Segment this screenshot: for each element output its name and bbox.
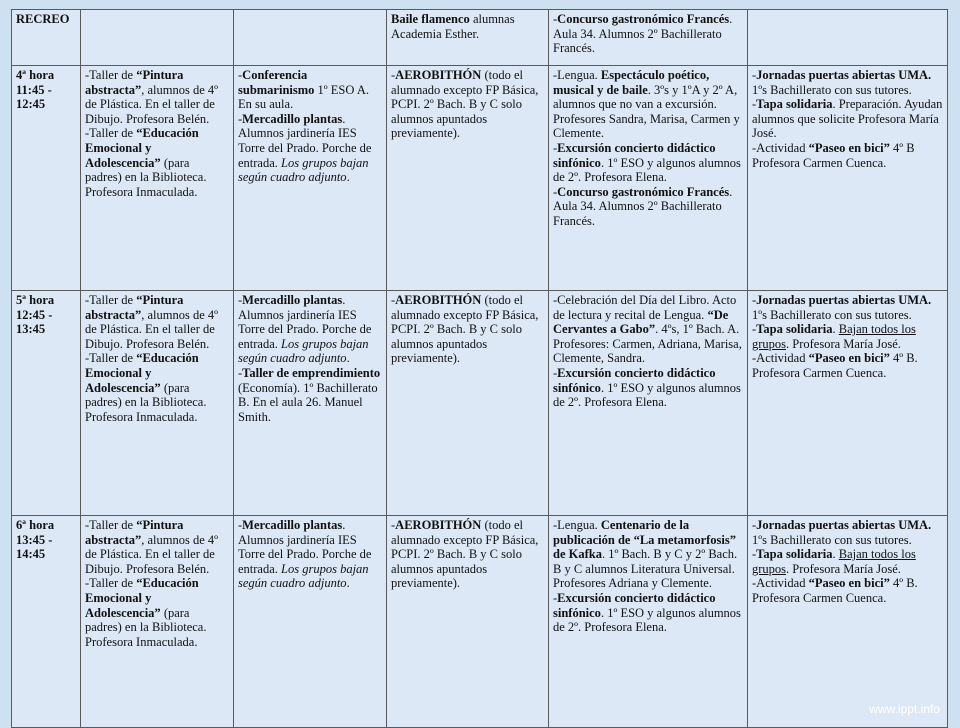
entry-text: 4º B. Profesora Carmen Cuenca. — [752, 576, 918, 605]
entry-text: . 1º ESO y algunos alumnos de 2º. Profesora Elena. — [553, 605, 741, 635]
entry-text: -Celebración del Día del Libro. Acto de lectura y recital de Lengua. — [553, 293, 737, 322]
schedule-row — [12, 516, 948, 728]
entry-text: . — [832, 322, 839, 337]
entry-text: -Actividad — [752, 576, 809, 591]
entry-text: . 1º ESO y algunos alumnos de 2º. Profesora Elena. — [553, 155, 741, 185]
entry-text: - — [391, 518, 396, 532]
entry-text: Tapa solidaria — [756, 322, 833, 337]
entry-text: -Taller de — [85, 518, 137, 532]
entry-text: alumnas Academia Esther. — [391, 12, 515, 41]
entry-text: - — [391, 293, 396, 307]
entry-text: Tapa solidaria — [756, 97, 833, 112]
entry-text: - — [752, 293, 757, 307]
entry-text: “Paseo en bici” — [808, 576, 890, 591]
entry-text: - — [752, 518, 757, 532]
entry-text: . — [346, 351, 350, 366]
activity-entry — [238, 518, 382, 591]
entry-text: Jornadas puertas abiertas UMA. — [756, 293, 932, 307]
entry-text: AEROBITHÓN — [395, 518, 482, 532]
activity-entry — [752, 576, 943, 605]
entry-text: (para padres) en la Biblioteca. Profesora Inmaculada. — [85, 380, 207, 424]
entry-text: . 1º ESO y algunos alumnos de 2º. Profesora Elena. — [553, 380, 741, 410]
entry-text: -Taller de — [85, 351, 137, 366]
entry-text: - — [752, 322, 757, 337]
activity-cell — [234, 516, 387, 728]
entry-text: (todo el alumnado excepto FP Básica, PCPI. 2º Bach. B y C solo alumnos apuntados previamente). — [391, 293, 539, 366]
entry-text: 4º B. Profesora Carmen Cuenca. — [752, 351, 918, 380]
activity-entry — [238, 112, 382, 185]
time-slot-cell: 5ª hora 12:45 - 13:45 — [12, 291, 81, 516]
entry-text: “De Cervantes a Gabo” — [553, 307, 729, 337]
schedule-table — [11, 9, 948, 728]
entry-text: Conferencia submarinismo — [238, 68, 315, 97]
entry-text: AEROBITHÓN — [395, 293, 482, 307]
entry-text: AEROBITHÓN — [395, 68, 482, 82]
activity-cell — [387, 66, 549, 291]
entry-text: - — [553, 590, 558, 605]
entry-text: . Alumnos jardinería IES Torre del Prado. Porche de entrada. — [238, 293, 372, 351]
entry-text: - — [553, 12, 558, 26]
activity-entry — [85, 518, 229, 576]
entry-text: Bajan todos los grupos — [752, 322, 916, 351]
entry-text: “Pintura abstracta” — [85, 68, 184, 97]
activity-entry — [85, 576, 229, 649]
entry-text: Concurso gastronómico Francés — [557, 184, 730, 199]
activity-cell — [234, 66, 387, 291]
entry-text: Bajan todos los grupos — [752, 547, 916, 576]
entry-text: . — [832, 547, 839, 562]
activity-cell — [748, 291, 948, 516]
watermark: www.ippt.info — [869, 702, 940, 716]
entry-text: . Alumnos jardinería IES Torre del Prado. Porche de entrada. — [238, 518, 372, 576]
entry-text: Espectáculo poético, musical y de baile — [553, 68, 710, 97]
entry-text: (Economía). 1º Bachillerato B. En el aula 26. Manuel Smith. — [238, 380, 378, 424]
activity-cell — [81, 66, 234, 291]
entry-text: -Taller de — [85, 293, 137, 307]
activity-cell — [387, 10, 549, 66]
activity-entry — [752, 351, 943, 380]
entry-text: , alumnos de 4º de Plástica. En el taller de Dibujo. Profesora Belén. — [85, 307, 219, 351]
activity-entry — [553, 366, 743, 410]
entry-text: Centenario de la publicación de “La metamorfosis” de Kafka — [553, 518, 736, 562]
activity-entry — [238, 68, 382, 112]
activity-entry — [752, 547, 943, 576]
entry-text: . Alumnos jardinería IES Torre del Prado. Porche de entrada. — [238, 111, 372, 170]
activity-entry — [85, 351, 229, 424]
activity-entry — [553, 591, 743, 635]
activity-entry — [752, 518, 943, 547]
entry-text: Los grupos bajan según cuadro adjunto — [238, 561, 369, 591]
entry-text: “Educación Emocional y Adolescencia” — [85, 576, 199, 620]
activity-cell — [549, 10, 748, 66]
entry-text: Tapa solidaria — [756, 547, 833, 562]
entry-text: Mercadillo plantas — [242, 293, 343, 307]
entry-text: , alumnos de 4º de Plástica. En el taller de Dibujo. Profesora Belén. — [85, 532, 219, 576]
entry-text: Los grupos bajan según cuadro adjunto — [238, 155, 369, 185]
schedule-row — [12, 66, 948, 291]
activity-entry — [391, 12, 544, 41]
entry-text: Concurso gastronómico Francés — [557, 12, 730, 26]
entry-text: -Lengua. — [553, 68, 601, 82]
entry-text: Mercadillo plantas — [242, 111, 343, 126]
entry-text: 1ºs Bachillerato con sus tutores. — [752, 82, 912, 97]
entry-text: . 1º Bach. B y C y 2º Bach. B y C alumnos Literatura Universal. Profesores Adriana y Clemente. — [553, 547, 738, 591]
entry-text: 1ºs Bachillerato con sus tutores. — [752, 307, 912, 322]
entry-text: “Educación Emocional y Adolescencia” — [85, 351, 199, 395]
entry-text: Mercadillo plantas — [242, 518, 343, 532]
entry-text: (para padres) en la Biblioteca. Profesora Inmaculada. — [85, 605, 207, 649]
entry-text: Excursión concierto didáctico sinfónico — [553, 365, 716, 395]
entry-text: Excursión concierto didáctico sinfónico — [553, 140, 716, 170]
entry-text: Los grupos bajan según cuadro adjunto — [238, 336, 369, 366]
activity-cell — [387, 516, 549, 728]
entry-text: -Actividad — [752, 140, 809, 155]
activity-entry — [553, 185, 743, 229]
entry-text: . — [346, 170, 350, 185]
activity-cell — [234, 10, 387, 66]
activity-cell — [234, 291, 387, 516]
activity-cell — [748, 10, 948, 66]
entry-text: -Taller de — [85, 126, 137, 141]
time-slot-cell: 4ª hora 11:45 - 12:45 — [12, 66, 81, 291]
time-slot-cell: RECREO — [12, 10, 81, 66]
activity-cell — [549, 66, 748, 291]
activity-cell — [549, 291, 748, 516]
schedule-row — [12, 10, 948, 66]
activity-entry — [391, 293, 544, 366]
activity-entry — [752, 68, 943, 97]
activity-entry — [238, 366, 382, 424]
entry-text: - — [391, 68, 396, 82]
entry-text: “Pintura abstracta” — [85, 293, 184, 322]
entry-text: - — [238, 518, 243, 532]
activity-entry — [85, 68, 229, 126]
activity-entry — [553, 518, 743, 591]
activity-entry — [752, 322, 943, 351]
entry-text: . 3ºs y 1ºA y 2º A, alumnos que no van a excursión. Profesores Sandra, Marisa, Carmen y Clemente. — [553, 82, 740, 141]
entry-text: Taller de emprendimiento — [242, 365, 381, 380]
entry-text: (para padres) en la Biblioteca. Profesora Inmaculada. — [85, 155, 207, 199]
entry-text: - — [553, 184, 558, 199]
entry-text: - — [238, 365, 243, 380]
entry-text: -Taller de — [85, 576, 137, 591]
activity-cell — [81, 516, 234, 728]
activity-cell — [81, 10, 234, 66]
entry-text: 1º ESO A. En su aula. — [238, 82, 369, 112]
activity-entry — [553, 12, 743, 56]
entry-text: 1ºs Bachillerato con sus tutores. — [752, 532, 912, 547]
entry-text: - — [553, 365, 558, 380]
activity-cell — [748, 66, 948, 291]
entry-text: - — [553, 140, 558, 155]
schedule-body — [12, 10, 948, 728]
entry-text: (todo el alumnado excepto FP Básica, PCPI. 2º Bach. B y C solo alumnos apuntados previamente). — [391, 518, 539, 591]
entry-text: . Profesora María José. — [786, 561, 901, 576]
entry-text: . 4ºs, 1º Bach. A. Profesores: Carmen, Adriana, Marisa, Clemente, Sandra. — [553, 322, 742, 366]
entry-text: -Taller de — [85, 68, 137, 82]
activity-cell — [81, 291, 234, 516]
entry-text: , alumnos de 4º de Plástica. En el taller de Dibujo. Profesora Belén. — [85, 82, 219, 126]
activity-entry — [553, 141, 743, 185]
entry-text: “Pintura abstracta” — [85, 518, 184, 547]
activity-entry — [238, 293, 382, 366]
entry-text: Jornadas puertas abiertas UMA. — [756, 68, 932, 82]
activity-entry — [752, 97, 943, 141]
schedule-row — [12, 291, 948, 516]
entry-text: 4º B Profesora Carmen Cuenca. — [752, 140, 915, 170]
entry-text: -Actividad — [752, 351, 809, 366]
activity-entry — [85, 293, 229, 351]
entry-text: . Profesora María José. — [786, 336, 901, 351]
entry-text: Jornadas puertas abiertas UMA. — [756, 518, 932, 532]
entry-text: “Paseo en bici” — [808, 140, 890, 155]
entry-text: . Aula 34. Alumnos 2º Bachillerato Francés. — [553, 12, 733, 56]
entry-text: (todo el alumnado excepto FP Básica, PCPI. 2º Bach. B y C solo alumnos apuntados previamente). — [391, 68, 539, 141]
entry-text: Baile flamenco — [391, 12, 470, 26]
activity-cell — [748, 516, 948, 728]
activity-entry — [391, 68, 544, 141]
entry-text: - — [238, 293, 243, 307]
entry-text: - — [238, 68, 243, 82]
entry-text: - — [752, 547, 757, 562]
activity-cell — [549, 516, 748, 728]
activity-cell — [387, 291, 549, 516]
entry-text: Excursión concierto didáctico sinfónico — [553, 590, 716, 620]
entry-text: “Paseo en bici” — [808, 351, 890, 366]
activity-entry — [85, 126, 229, 199]
entry-text: - — [752, 68, 757, 82]
activity-entry — [553, 68, 743, 141]
entry-text: . — [346, 576, 350, 591]
entry-text: - — [238, 111, 243, 126]
time-slot-cell: 6ª hora 13:45 - 14:45 — [12, 516, 81, 728]
entry-text: - — [752, 97, 757, 112]
entry-text: . Aula 34. Alumnos 2º Bachillerato Francés. — [553, 184, 733, 228]
activity-entry — [391, 518, 544, 591]
activity-entry — [752, 141, 943, 170]
entry-text: . Preparación. Ayudan alumnos que solicite Profesora María José. — [752, 97, 943, 141]
activity-entry — [752, 293, 943, 322]
entry-text: “Educación Emocional y Adolescencia” — [85, 126, 199, 170]
entry-text: -Lengua. — [553, 518, 601, 532]
activity-entry — [553, 293, 743, 366]
